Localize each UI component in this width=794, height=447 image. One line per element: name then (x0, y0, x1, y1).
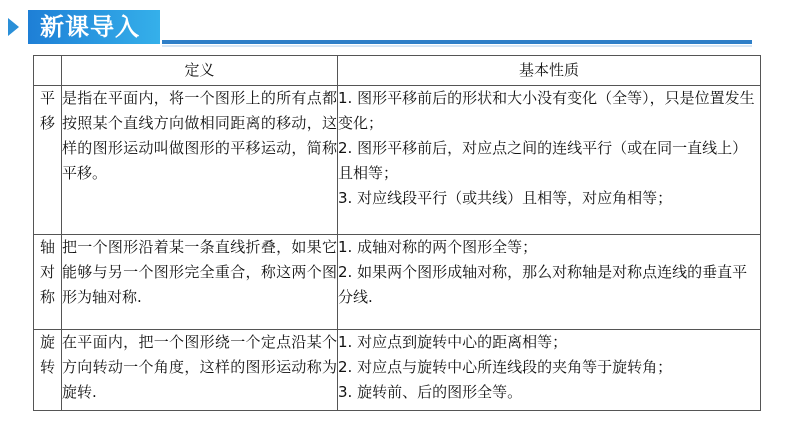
property-item: 2. 如果两个图形成轴对称，那么对称轴是对称点连线的垂直平分线. (338, 263, 748, 306)
definition-translation: 是指在平面内，将一个图形上的所有点都按照某个直线方向做相同距离的移动，这样的图形运动叫做图形的平移运动，简称平移。 (62, 86, 338, 235)
property-item: 3. 旋转前、后的图形全等。 (338, 383, 523, 401)
table-row-rotation (34, 330, 761, 411)
row-name-reflection: 轴 对 称 (34, 235, 62, 330)
table-row-reflection (34, 235, 761, 330)
comparison-table (33, 55, 761, 411)
definition-reflection: 把一个图形沿着某一条直线折叠，如果它能够与另一个图形完全重合，称这两个图形为轴对称. (62, 235, 338, 330)
section-header (0, 0, 794, 50)
property-item: 1. 图形平移前后的形状和大小没有变化（全等），只是位置发生变化； (338, 89, 755, 132)
property-item: 2. 图形平移前后，对应点之间的连线平行（或在同一直线上）且相等； (338, 139, 748, 182)
header-rule-light (162, 45, 752, 47)
properties-rotation (338, 330, 761, 411)
column-header-definition: 定义 (62, 56, 338, 86)
properties-reflection (338, 235, 761, 330)
properties-translation (338, 86, 761, 235)
table-row-translation (34, 86, 761, 235)
row-name-translation: 平 移 (34, 86, 62, 235)
section-title: 新课导入 (40, 13, 140, 41)
definition-rotation: 在平面内，把一个图形绕一个定点沿某个方向转动一个角度，这样的图形运动称为旋转. (62, 330, 338, 411)
property-item: 1. 成轴对称的两个图形全等； (338, 238, 538, 256)
row-name-rotation: 旋 转 (34, 330, 62, 411)
column-header-blank (34, 56, 62, 86)
arrow-icon (8, 18, 19, 36)
column-header-properties: 基本性质 (338, 56, 761, 86)
property-item: 1. 对应点到旋转中心的距离相等； (338, 333, 568, 351)
table-header-row (34, 56, 761, 86)
header-rule (162, 40, 752, 44)
property-item: 3. 对应线段平行（或共线）且相等，对应角相等； (338, 189, 673, 207)
property-item: 2. 对应点与旋转中心所连线段的夹角等于旋转角； (338, 358, 673, 376)
